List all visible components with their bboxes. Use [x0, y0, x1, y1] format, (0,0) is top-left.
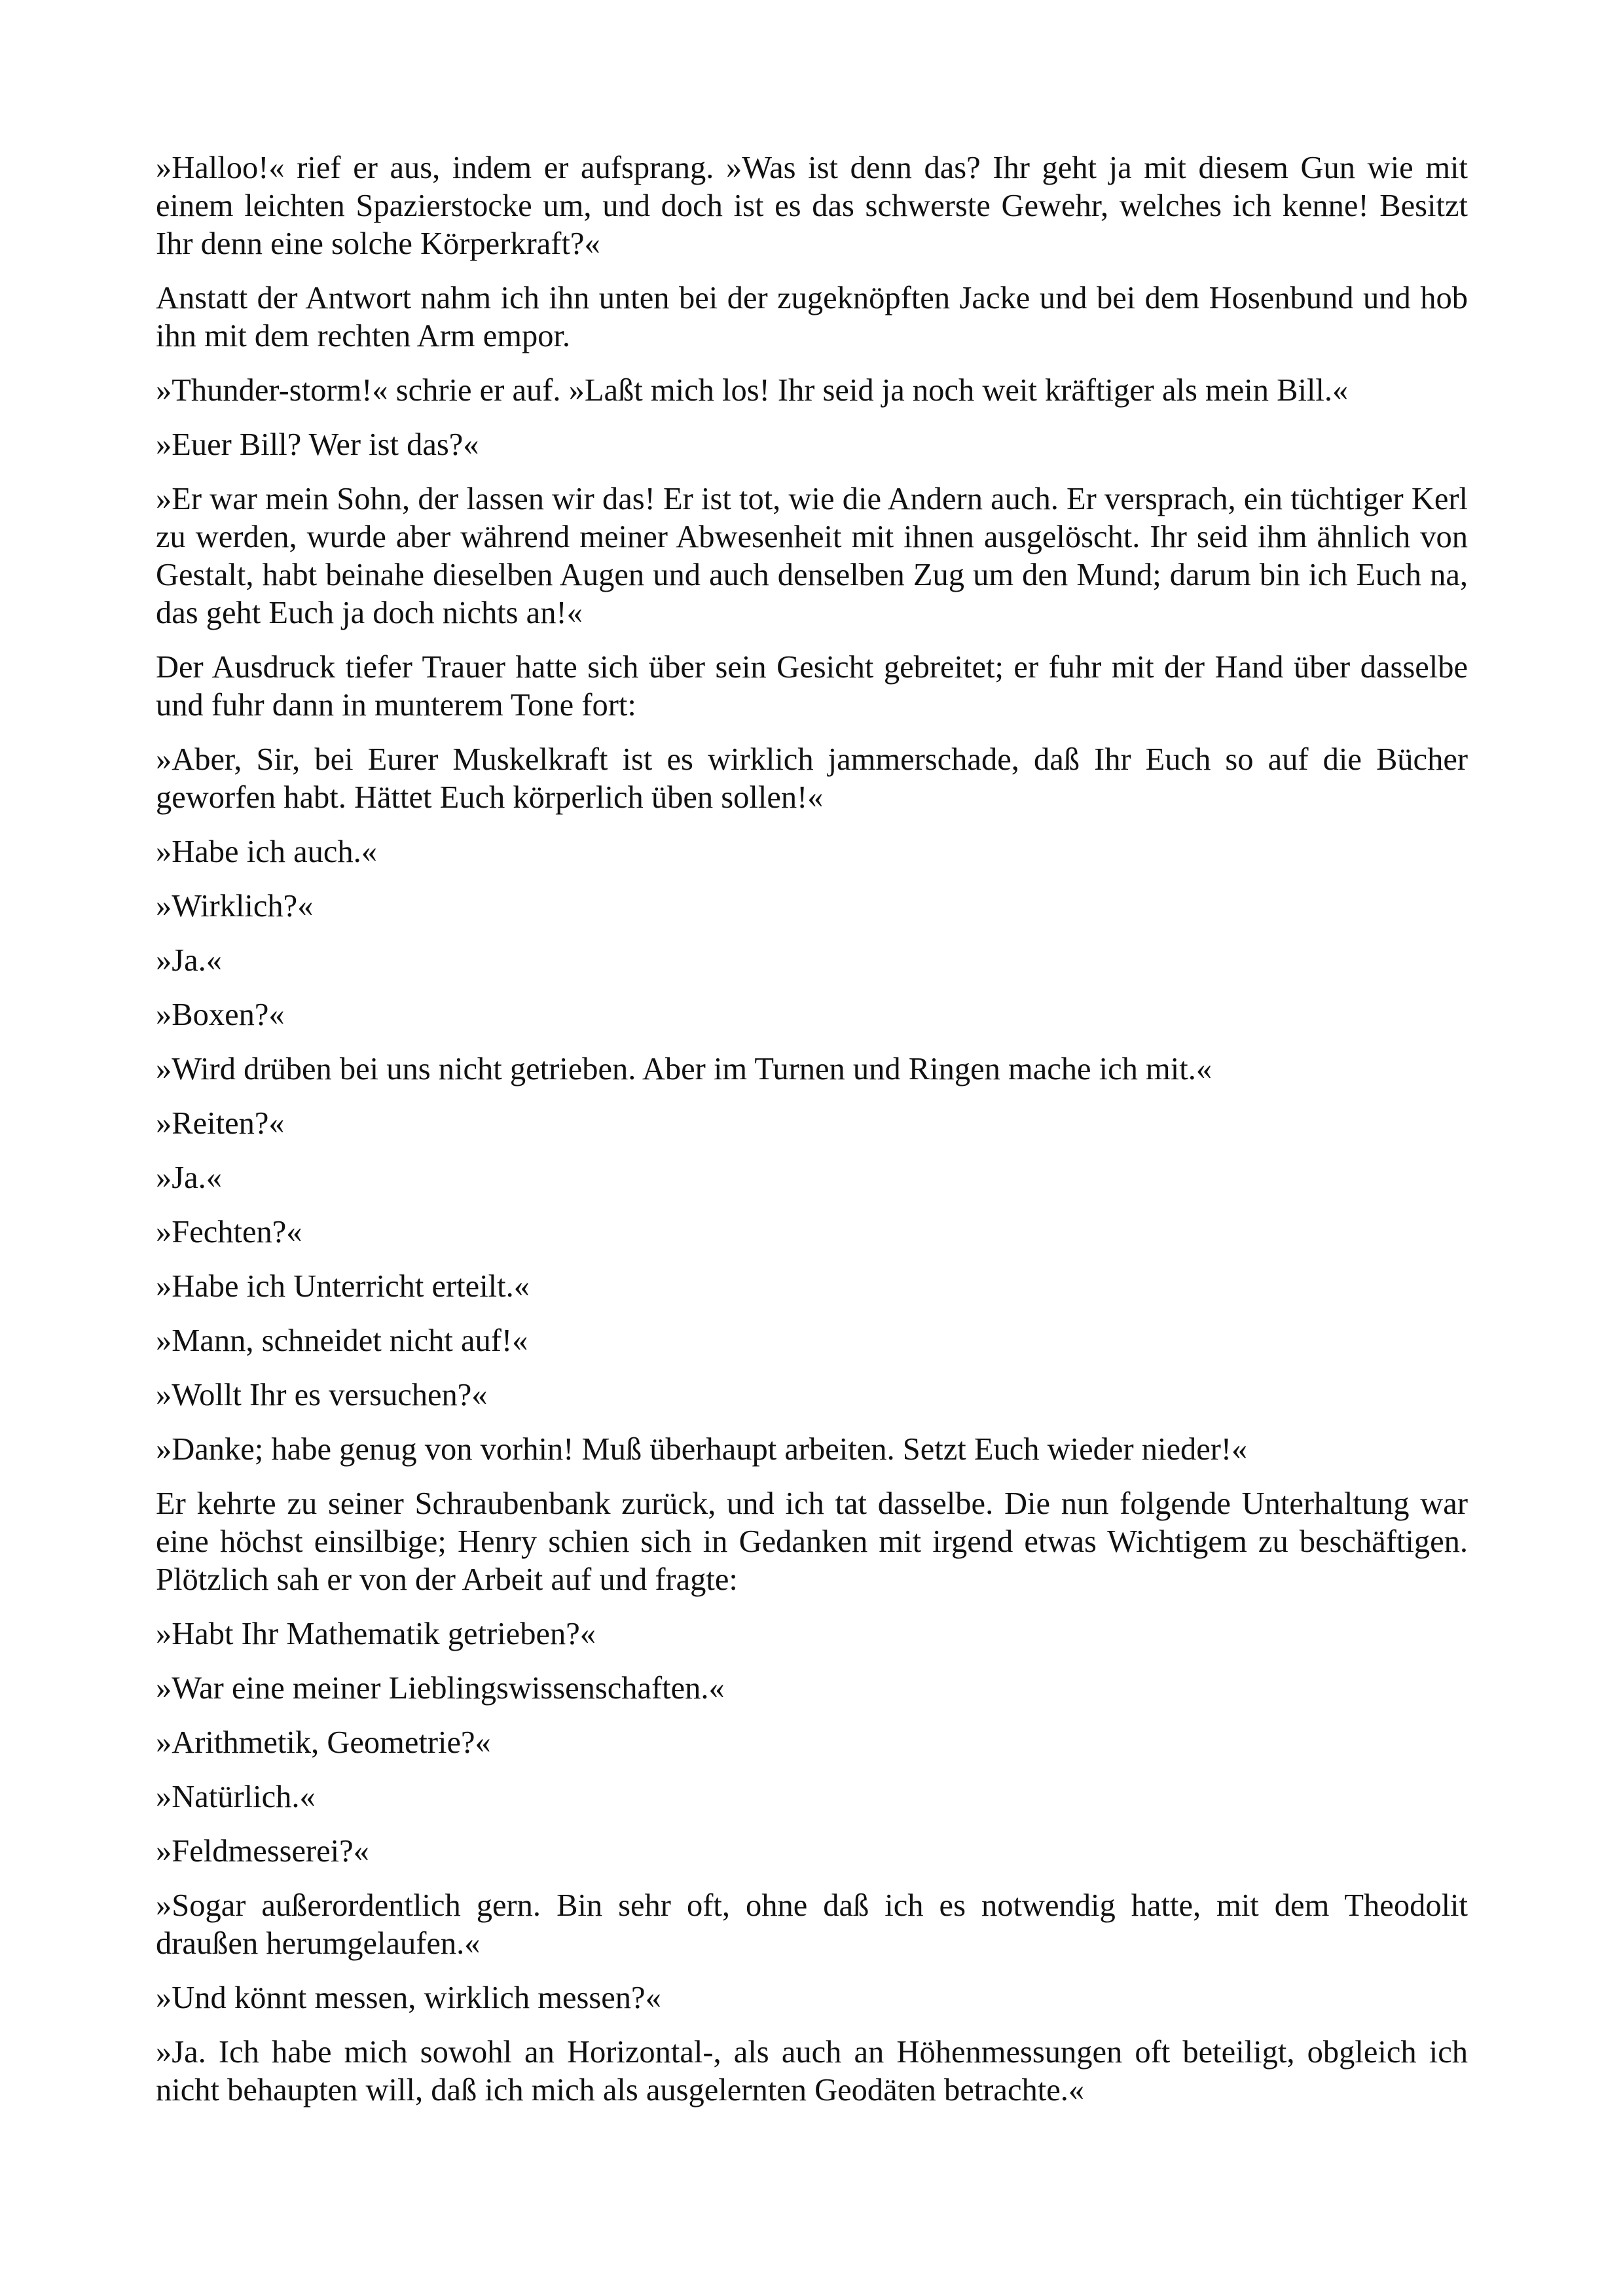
paragraph: »Aber, Sir, bei Eurer Muskelkraft ist es wirklich jammerschade, daß Ihr Euch so auf die Bücher geworfen habt. Hättet Euch körperlich üben sollen!« [156, 742, 1468, 815]
paragraph: »Euer Bill? Wer ist das?« [156, 427, 479, 462]
paragraph: »Natürlich.« [156, 1780, 316, 1814]
paragraph: »Habt Ihr Mathematik getrieben?« [156, 1617, 596, 1651]
paragraph: »Sogar außerordentlich gern. Bin sehr oft, ohne daß ich es notwendig hatte, mit dem Theodolit draußen herumgelaufen.« [156, 1888, 1468, 1961]
paragraph: Er kehrte zu seiner Schraubenbank zurück, und ich tat dasselbe. Die nun folgende Unterhaltung war eine höchst einsilbige; Henry schien sich in Gedanken mit irgend etwas Wichtigem zu beschäftigen. Plötzlich sah er von der Arbeit auf und fragte: [156, 1486, 1468, 1597]
paragraph: »War eine meiner Lieblingswissenschaften.« [156, 1671, 725, 1706]
paragraph: »Wirklich?« [156, 889, 314, 924]
paragraph: »Habe ich auch.« [156, 834, 378, 869]
document-page [156, 149, 1468, 2126]
paragraph: »Ja. Ich habe mich sowohl an Horizontal-, als auch an Höhenmessungen oft beteiligt, obgleich ich nicht behaupten will, daß ich mich als ausgelernten Geodäten betrachte.« [156, 2035, 1468, 2108]
paragraph: »Halloo!« rief er aus, indem er aufsprang. »Was ist denn das? Ihr geht ja mit diesem Gun wie mit einem leichten Spazierstocke um, und doch ist es das schwerste Gewehr, welches ich kenne! Besitzt Ihr denn eine solche Körperkraft?« [156, 151, 1468, 261]
paragraph: »Wird drüben bei uns nicht getrieben. Aber im Turnen und Ringen mache ich mit.« [156, 1052, 1213, 1086]
paragraph: »Fechten?« [156, 1215, 302, 1249]
paragraph: Anstatt der Antwort nahm ich ihn unten bei der zugeknöpften Jacke und bei dem Hosenbund und hob ihn mit dem rechten Arm empor. [156, 281, 1468, 353]
paragraph: »Mann, schneidet nicht auf!« [156, 1323, 528, 1358]
paragraph: »Feldmesserei?« [156, 1834, 369, 1869]
paragraph: »Boxen?« [156, 997, 285, 1032]
paragraph: »Reiten?« [156, 1106, 285, 1141]
paragraph: »Danke; habe genug von vorhin! Muß überhaupt arbeiten. Setzt Euch wieder nieder!« [156, 1432, 1248, 1467]
paragraph: »Habe ich Unterricht erteilt.« [156, 1269, 530, 1304]
paragraph: »Thunder-storm!« schrie er auf. »Laßt mich los! Ihr seid ja noch weit kräftiger als mein Bill.« [156, 373, 1349, 408]
paragraph: Der Ausdruck tiefer Trauer hatte sich über sein Gesicht gebreitet; er fuhr mit der Hand über dasselbe und fuhr dann in munterem Tone fort: [156, 650, 1468, 723]
paragraph: »Ja.« [156, 943, 223, 978]
paragraph: »Ja.« [156, 1160, 223, 1195]
paragraph: »Arithmetik, Geometrie?« [156, 1725, 491, 1760]
paragraph: »Er war mein Sohn, der lassen wir das! Er ist tot, wie die Andern auch. Er versprach, ein tüchtiger Kerl zu werden, wurde aber während meiner Abwesenheit mit ihnen ausgelöscht. Ihr seid ihm ähnlich von Gestalt, habt beinahe dieselben Augen und auch denselben Zug um den Mund; darum bin ich Euch na, das geht Euch ja doch nichts an!« [156, 482, 1468, 630]
paragraph: »Wollt Ihr es versuchen?« [156, 1378, 488, 1412]
paragraph: »Und könnt messen, wirklich messen?« [156, 1981, 661, 2015]
